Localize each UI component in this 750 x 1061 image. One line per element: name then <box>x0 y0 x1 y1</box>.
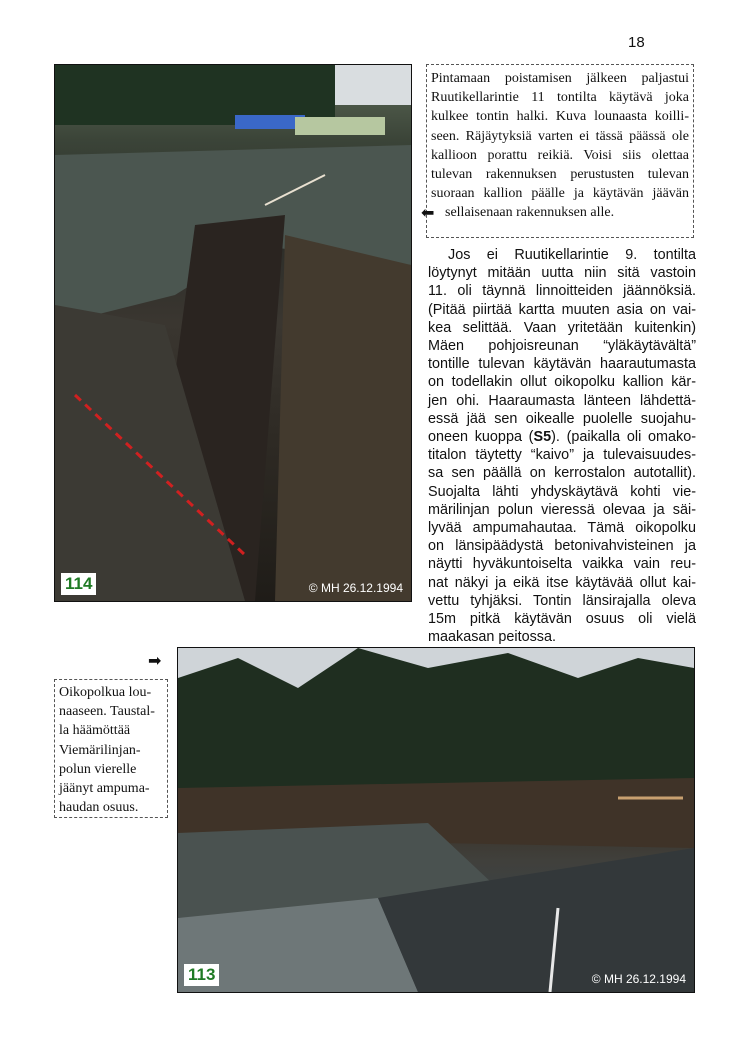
body-line: nat näkyi ja eikä itse käytävää ollut kai- <box>428 574 696 591</box>
photo-114 <box>54 64 412 602</box>
body-line: sa sen päällä on kerrostalon autotallit). <box>428 465 696 482</box>
caption-line: kulkee tontin halki. Kuva lounaasta koilli- <box>431 109 689 125</box>
body-line: on länsipäädystä betonivahvisteinen ja <box>428 538 696 555</box>
photo-113-label: 113 <box>184 964 219 986</box>
photo-114-scene <box>55 65 411 601</box>
body-line: titalon täytetty “kaivo” ja tulevaisuudes- <box>428 447 696 464</box>
photo-113-scene <box>178 648 694 992</box>
body-line: 11. oli täynnä linnoitteiden jäännöksiä. <box>428 283 696 300</box>
forest <box>178 648 694 788</box>
photo-114-credit: © MH 26.12.1994 <box>308 581 403 595</box>
caption-line: suoraan kallion päälle ja käytävän jäävän <box>431 186 689 202</box>
site-code-s5: S5 <box>533 429 552 446</box>
caption-line: kallioon porattu reikiä. Voisi siis olettaa <box>431 147 689 163</box>
caption-line: haudan osuus. <box>59 800 139 816</box>
body-line: kea selittää. Vaan yritetään kuitenkin) <box>428 319 696 336</box>
body-line: Mäen pohjoisreunan “yläkäytävältä” <box>428 338 696 355</box>
caption-line: naaseen. Taustal- <box>59 704 155 720</box>
photo-113-credit: © MH 26.12.1994 <box>591 972 686 986</box>
body-line: essä jää sen oikealle puolelle suojahu- <box>428 410 696 427</box>
page-number: 18 <box>628 34 645 51</box>
caption-line: la häämöttää <box>59 723 131 739</box>
caption-line: Pintamaan poistamisen jälkeen paljastui <box>431 71 689 86</box>
caption-photo-113 <box>54 679 168 818</box>
body-line: 15m pitkä käytävän osuus oli vielä <box>428 611 696 628</box>
body-line: (Pitää piirtää kartta muuten asia on vai- <box>428 301 696 318</box>
caption-line: polun vierelle <box>59 761 137 777</box>
arrow-right-icon: ➡ <box>148 651 162 670</box>
green-tarp <box>295 117 385 135</box>
caption-photo-114 <box>426 64 694 238</box>
body-line: löytynyt mitään uutta niin sitä vastoin <box>428 265 696 282</box>
caption-line: sellaisenaan rakennuksen alle. <box>445 205 615 221</box>
photo-113 <box>177 647 695 993</box>
right-ground <box>275 235 411 601</box>
body-text <box>428 246 696 646</box>
blue-tarp <box>235 115 305 129</box>
body-line: Suojalta lähti yhdyskäytävä kohti vie- <box>428 483 696 500</box>
body-segment: ). (paikalla oli omako- <box>551 429 696 446</box>
body-line: jen ohi. Haaraumasta länteen lähdettä- <box>428 392 696 409</box>
body-line: maakasan peitossa. <box>428 629 556 646</box>
body-line: näytti hyväkuntoiselta vaikka vain reu- <box>428 556 696 573</box>
body-line: lyvää ampumahautaa. Tämä oikopolku <box>428 520 696 537</box>
photo-114-label: 114 <box>61 573 96 595</box>
body-segment: oneen kuoppa ( <box>428 429 534 446</box>
body-line <box>428 428 696 446</box>
caption-line: Oikopolkua lou- <box>59 685 152 700</box>
arrow-left-icon: ⬅ <box>421 203 435 222</box>
caption-line: Ruutikellarintie 11 tontilta käytävä joka <box>431 90 689 106</box>
body-line: Jos ei Ruutikellarintie 9. tontilta <box>448 247 696 263</box>
caption-line: tulevan rakennuksen perustusten tulevan <box>431 167 689 183</box>
caption-line: seen. Räjäytyksiä varten ei tässä päässä ole <box>431 128 689 144</box>
body-line: märilinjan polun vieressä olevaa ja säi- <box>428 501 696 518</box>
body-line: vettu tyhjäksi. Tontin länsirajalla oleva <box>428 592 696 609</box>
caption-line: Viemärilinjan- <box>59 742 141 758</box>
caption-line: jäänyt ampuma- <box>59 781 150 797</box>
body-line: tontille tulevan käytävän haarautumasta <box>428 356 696 373</box>
body-line: on todellakin ollut oikopolku kallion kär- <box>428 374 696 391</box>
